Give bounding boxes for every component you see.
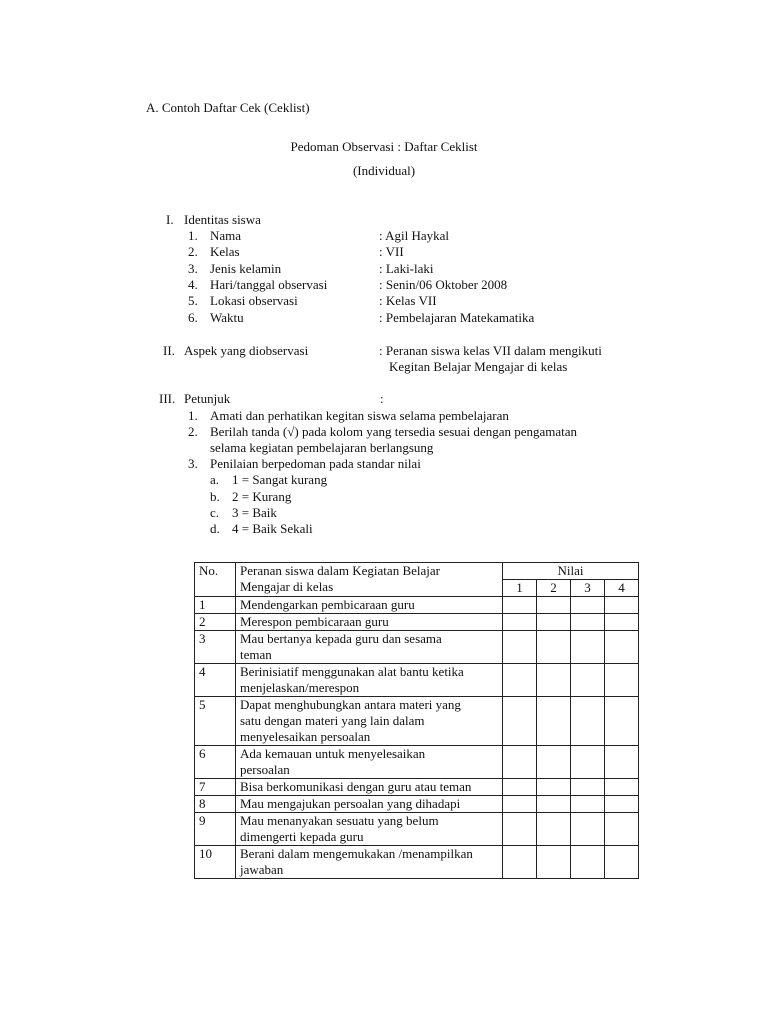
score-cell[interactable]: [571, 746, 605, 779]
identity-label: Lokasi observasi: [210, 293, 298, 308]
identity-label: Jenis kelamin: [210, 261, 282, 276]
score-cell[interactable]: [571, 813, 605, 846]
score-cell[interactable]: [503, 846, 537, 879]
row-role-line: Berinisiatif menggunakan alat bantu ketika: [240, 664, 464, 679]
score-cell[interactable]: [537, 597, 571, 614]
scale-text: 2 = Kurang: [232, 489, 292, 504]
row-role: [236, 664, 503, 697]
row-no: 2: [195, 614, 236, 631]
scale-item: [210, 472, 327, 488]
identity-row: [188, 310, 244, 326]
score-cell[interactable]: [503, 813, 537, 846]
instruction-num: 1.: [188, 408, 198, 423]
identity-num: 4.: [188, 277, 198, 292]
table-row: [195, 846, 639, 879]
row-no: 5: [195, 697, 236, 746]
row-no: 3: [195, 631, 236, 664]
instruction-item: [188, 424, 577, 440]
identity-num: 1.: [188, 228, 198, 243]
score-cell[interactable]: [571, 779, 605, 796]
row-no: 8: [195, 796, 236, 813]
score-cell[interactable]: [605, 664, 639, 697]
row-role: Bisa berkomunikasi dengan guru atau teman: [236, 779, 503, 796]
score-cell[interactable]: [537, 846, 571, 879]
scale-letter: d.: [210, 521, 220, 536]
row-role: [236, 846, 503, 879]
score-cell[interactable]: [537, 631, 571, 664]
score-cell[interactable]: [605, 614, 639, 631]
score-cell[interactable]: [571, 597, 605, 614]
header-role-line1: Peranan siswa dalam Kegiatan Belajar: [240, 563, 440, 578]
score-cell[interactable]: [605, 597, 639, 614]
row-role-line: jawaban: [240, 862, 284, 877]
table-row: [195, 796, 639, 813]
row-role-line: dimengerti kepada guru: [240, 829, 364, 844]
instruction-text: Penilaian berpedoman pada standar nilai: [210, 456, 421, 471]
score-cell[interactable]: [605, 746, 639, 779]
identity-value: : Pembelajaran Matekamatika: [379, 310, 535, 325]
score-cell[interactable]: [503, 597, 537, 614]
score-cell[interactable]: [503, 746, 537, 779]
identity-label: Waktu: [210, 310, 244, 325]
score-cell[interactable]: [537, 746, 571, 779]
instructions-heading: Petunjuk: [184, 391, 231, 406]
score-cell[interactable]: [605, 846, 639, 879]
instruction-item: [188, 408, 509, 424]
instructions-heading-num: III.: [159, 391, 176, 406]
checklist-table: [194, 562, 639, 879]
score-cell[interactable]: [605, 796, 639, 813]
identity-value: : Laki-laki: [379, 261, 434, 276]
scale-item: [210, 489, 291, 505]
score-header: 4: [605, 580, 639, 597]
row-role-line: satu dengan materi yang lain dalam: [240, 713, 425, 728]
instruction-item: [188, 456, 421, 472]
table-row: [195, 813, 639, 846]
scale-letter: b.: [210, 489, 220, 504]
identity-row: [188, 261, 281, 277]
scale-item: [210, 505, 277, 521]
row-no: 7: [195, 779, 236, 796]
score-cell[interactable]: [605, 779, 639, 796]
score-cell[interactable]: [503, 779, 537, 796]
row-role-line: teman: [240, 647, 272, 662]
score-cell[interactable]: [503, 631, 537, 664]
identity-label: Hari/tanggal observasi: [210, 277, 328, 292]
scale-item: [210, 521, 313, 537]
row-role-line: Berani dalam mengemukakan /menampilkan: [240, 846, 473, 861]
score-cell[interactable]: [605, 631, 639, 664]
aspect-heading-num: II.: [163, 343, 175, 358]
score-header: 2: [537, 580, 571, 597]
score-cell[interactable]: [537, 779, 571, 796]
row-no: 6: [195, 746, 236, 779]
scale-text: 4 = Baik Sekali: [232, 521, 313, 536]
header-no: No.: [195, 563, 236, 597]
score-cell[interactable]: [571, 631, 605, 664]
aspect-heading: Aspek yang diobservasi: [184, 343, 309, 358]
score-cell[interactable]: [571, 846, 605, 879]
score-cell[interactable]: [571, 614, 605, 631]
score-cell[interactable]: [503, 796, 537, 813]
row-no: 4: [195, 664, 236, 697]
row-role-line: Ada kemauan untuk menyelesaikan: [240, 746, 426, 761]
header-nilai: Nilai: [503, 563, 639, 580]
score-cell[interactable]: [605, 697, 639, 746]
identity-heading: Identitas siswa: [184, 212, 261, 227]
row-no: 10: [195, 846, 236, 879]
score-cell[interactable]: [503, 664, 537, 697]
row-role-line: menyelesaikan persoalan: [240, 729, 371, 744]
identity-label: Nama: [210, 228, 242, 243]
identity-row: [188, 244, 240, 260]
instruction-text: Berilah tanda (√) pada kolom yang tersedia sesuai dengan pengamatan: [210, 424, 578, 439]
instruction-num: 2.: [188, 424, 198, 439]
aspect-value-line2: Kegitan Belajar Mengajar di kelas: [389, 359, 568, 374]
table-row: [195, 697, 639, 746]
score-cell[interactable]: [605, 813, 639, 846]
score-cell[interactable]: [537, 614, 571, 631]
identity-value: : Agil Haykal: [379, 228, 450, 243]
table-row: [195, 614, 639, 631]
identity-num: 2.: [188, 244, 198, 259]
score-cell[interactable]: [537, 697, 571, 746]
identity-value: : VII: [379, 244, 404, 259]
row-role: [236, 631, 503, 664]
score-cell[interactable]: [537, 813, 571, 846]
identity-row: [188, 277, 327, 293]
scale-letter: a.: [210, 472, 220, 487]
row-role-line: Mau menanyakan sesuatu yang belum: [240, 813, 439, 828]
header-role-line2: Mengajar di kelas: [240, 579, 334, 594]
table-row: [195, 631, 639, 664]
row-role-line: persoalan: [240, 762, 290, 777]
score-cell[interactable]: [571, 796, 605, 813]
row-role-line: menjelaskan/merespon: [240, 680, 360, 695]
row-role: [236, 746, 503, 779]
score-cell[interactable]: [537, 796, 571, 813]
table-row: [195, 746, 639, 779]
identity-label: Kelas: [210, 244, 240, 259]
instruction-text-continued: selama kegiatan pembelajaran berlangsung: [210, 440, 434, 455]
identity-row: [188, 228, 241, 244]
identity-num: 5.: [188, 293, 198, 308]
row-no: 9: [195, 813, 236, 846]
row-role-line: Dapat menghubungkan antara materi yang: [240, 697, 461, 712]
table-header-row: [195, 563, 639, 580]
score-header: 3: [571, 580, 605, 597]
table-row: [195, 664, 639, 697]
header-role: [236, 563, 503, 597]
row-role: [236, 813, 503, 846]
identity-row: [188, 293, 298, 309]
score-header: 1: [503, 580, 537, 597]
scale-text: 1 = Sangat kurang: [232, 472, 328, 487]
identity-num: 6.: [188, 310, 198, 325]
row-no: 1: [195, 597, 236, 614]
scale-text: 3 = Baik: [232, 505, 277, 520]
row-role: Mau mengajukan persoalan yang dihadapi: [236, 796, 503, 813]
identity-num: 3.: [188, 261, 198, 276]
instruction-num: 3.: [188, 456, 198, 471]
row-role: Merespon pembicaraan guru: [236, 614, 503, 631]
score-cell[interactable]: [571, 664, 605, 697]
table-row: [195, 597, 639, 614]
instruction-text: Amati dan perhatikan kegitan siswa selama pembelajaran: [210, 408, 509, 423]
page-title: Pedoman Observasi : Daftar Ceklist: [290, 139, 478, 154]
score-cell[interactable]: [571, 697, 605, 746]
score-cell[interactable]: [503, 614, 537, 631]
scale-letter: c.: [210, 505, 220, 520]
instructions-colon: :: [380, 391, 384, 406]
row-role-line: Mau bertanya kepada guru dan sesama: [240, 631, 442, 646]
identity-value: : Senin/06 Oktober 2008: [379, 277, 508, 292]
identity-heading-num: I.: [166, 212, 174, 227]
page-subtitle: (Individual): [352, 163, 416, 178]
identity-value: : Kelas VII: [379, 293, 437, 308]
score-cell[interactable]: [503, 697, 537, 746]
section-heading: A. Contoh Daftar Cek (Ceklist): [146, 100, 310, 115]
row-role: [236, 697, 503, 746]
score-cell[interactable]: [537, 664, 571, 697]
row-role: Mendengarkan pembicaraan guru: [236, 597, 503, 614]
table-row: [195, 779, 639, 796]
aspect-value-line1: : Peranan siswa kelas VII dalam mengikuti: [379, 343, 602, 358]
